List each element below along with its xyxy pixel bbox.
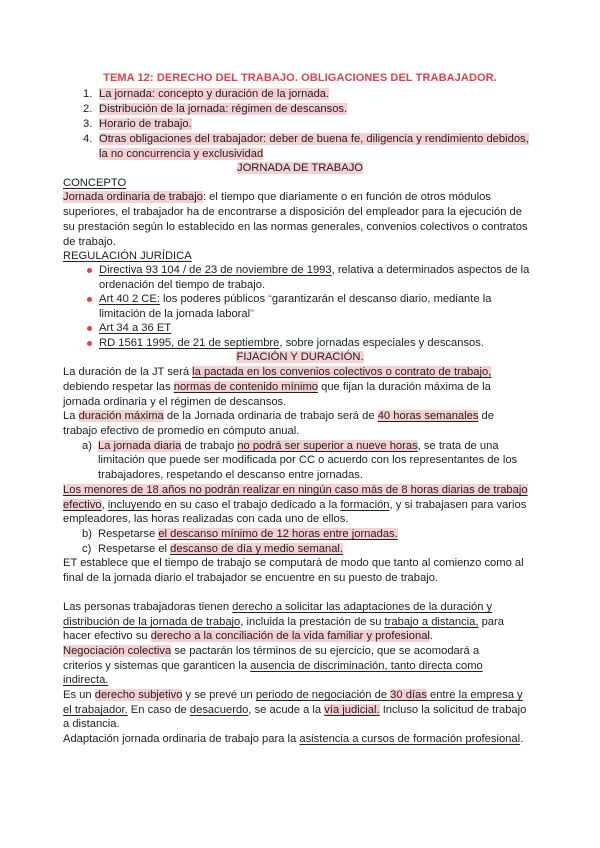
regulacion-item-1: Directiva 93 104 / de 23 de noviembre de 1993, relativa a determinados aspectos de la <box>99 264 530 276</box>
derecho-line-1: Es un derecho subjetivo y se prevé un periodo de negociación de 30 días entre la empresa y <box>63 689 523 701</box>
index-item-3: 3. Horario de trabajo. <box>83 118 192 130</box>
regulacion-item-3: Art 34 a 36 ET <box>99 322 172 334</box>
et-line-2: final de la jornada diario el trabajador se encuentre en su puesto de trabajo. <box>63 572 439 584</box>
fijacion-p1-line-2: debiendo respetar las normas de contenido mínimo que fijan la duración máxima de la <box>63 381 491 393</box>
concepto-line-4: de trabajo. <box>63 236 116 248</box>
negociacion-line-1: Negociación colectiva se pactarán los términos de su ejercicio, que se acomodará a <box>63 645 480 657</box>
index-item-2: 2. Distribución de la jornada: régimen de descansos. <box>83 103 348 115</box>
fijacion-p1-line-3: jornada ordinaria y el régimen de descansos. <box>63 396 287 408</box>
negociacion-line-3: indirecta. <box>63 674 109 686</box>
regulacion-item-2-cont: limitación de la jornada laboral” <box>99 308 254 320</box>
adaptacion-line-2: distribución de la jornada de trabajo, incluida la prestación de su trabajo a distancia, para <box>63 616 504 628</box>
bullet-icon <box>87 297 92 302</box>
heading-regulacion: REGULACIÓN JURÍDICA <box>63 250 192 262</box>
regulacion-item-2: Art 40 2 CE: los poderes públicos “garantizarán el descanso diario, mediante la <box>99 293 492 305</box>
index-item-4: 4. Otras obligaciones del trabajador: deber de buena fe, diligencia y rendimiento debidos, <box>83 133 529 145</box>
adaptacion-line-3: hacer efectivo su derecho a la conciliación de la vida familiar y profesional. <box>63 630 434 642</box>
heading-concepto: CONCEPTO <box>63 177 127 189</box>
regulacion-item-1-cont: ordenación del tiempo de trabajo. <box>99 279 266 291</box>
derecho-line-2: el trabajador. En caso de desacuerdo, se acude a la vía judicial. Incluso la solicitud de trabajo <box>63 704 527 716</box>
list-item-a-line-2: limitación que puede ser modificada por CC o acuerdo con los representantes de los <box>98 454 518 466</box>
negociacion-line-2: criterios y sistemas que garanticen la ausencia de discriminación, tanto directa como <box>63 660 483 672</box>
regulacion-item-4: RD 1561 1995, de 21 de septiembre, sobre jornadas especiales y descansos. <box>99 337 484 349</box>
menores-line-3: empleadores, las horas realizadas con cada uno de ellos. <box>63 513 349 525</box>
derecho-line-3: a distancia. <box>63 718 120 730</box>
et-line-1: ET establece que el tiempo de trabajo se computará de modo que tanto al comienzo como al <box>63 557 524 569</box>
fijacion-p1-line-1: La duración de la JT será la pactada en los convenios colectivos o contrato de trabajo, <box>63 366 492 378</box>
section-heading-fijacion: FIJACIÓN Y DURACIÓN. <box>236 351 364 363</box>
index-item-1: 1. La jornada: concepto y duración de la jornada. <box>83 88 330 100</box>
menores-line-1: Los menores de 18 años no podrán realizar en ningún caso más de 8 horas diarias de trabajo <box>63 484 528 496</box>
bullet-icon <box>87 268 92 273</box>
section-heading-jornada: JORNADA DE TRABAJO <box>237 162 363 174</box>
menores-line-2: efectivo, incluyendo en su caso el trabajo dedicado a la formación, y si trabajasen para varios <box>63 499 527 511</box>
formacion-line: Adaptación jornada ordinaria de trabajo para la asistencia a cursos de formación profesional. <box>63 733 524 745</box>
bullet-icon <box>87 326 92 331</box>
fijacion-p2-line-1: La duración máxima de la Jornada ordinaria de trabajo será de 40 horas semanales de <box>63 410 495 422</box>
concepto-line-1: Jornada ordinaria de trabajo: el tiempo que diariamente o en función de otros módulos <box>63 191 491 203</box>
fijacion-p2-line-2: trabajo efectivo de promedio en cómputo anual. <box>63 425 300 437</box>
concepto-line-3: su prestación según lo establecido en las normas generales, convenios colectivos o contratos <box>63 221 528 233</box>
adaptacion-line-1: Las personas trabajadoras tienen derecho a solicitar las adaptaciones de la duración y <box>63 601 493 613</box>
bullet-icon <box>87 341 92 346</box>
index-item-4-cont: la no concurrencia y exclusividad <box>99 148 264 160</box>
page-title: TEMA 12: DERECHO DEL TRABAJO. OBLIGACIONES DEL TRABAJADOR. <box>103 72 497 84</box>
list-item-b: b) Respetarse el descanso mínimo de 12 horas entre jornadas. <box>82 528 398 540</box>
concepto-line-2: superiores, el trabajador ha de encontrarse a disposición del empleador para la ejecución de <box>63 206 522 218</box>
list-item-a-line-3: trabajadores, respetando el descanso entre jornadas. <box>98 469 363 481</box>
list-item-c: c) Respetarse el descanso de día y medio semanal. <box>82 543 344 555</box>
list-item-a: a) La jornada diaria de trabajo no podrá ser superior a nueve horas, se trata de una <box>82 440 499 452</box>
